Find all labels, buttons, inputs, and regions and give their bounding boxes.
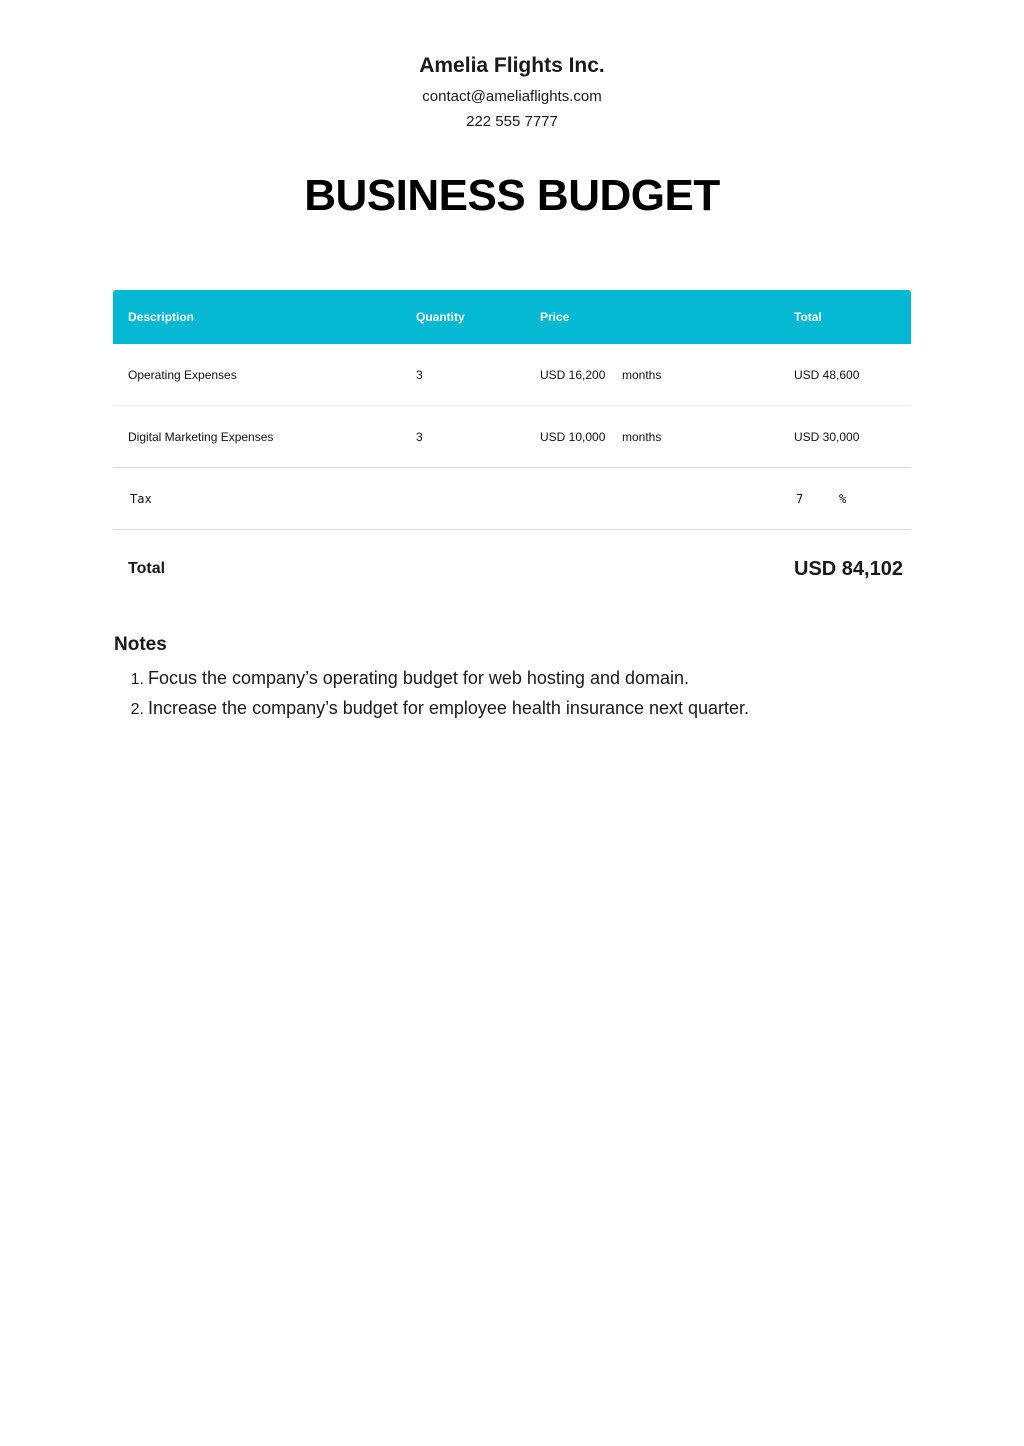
company-info (0, 52, 1024, 134)
company-name: Amelia Flights Inc. (419, 54, 605, 77)
note-text: Increase the company’s budget for employee health insurance next quarter. (148, 698, 750, 718)
tax-value: 7 (796, 491, 804, 506)
header-quantity: Quantity (416, 310, 465, 324)
note-number: 2. (130, 701, 144, 718)
row-quantity: 3 (416, 429, 423, 444)
company-phone: 222 555 7777 (466, 113, 558, 130)
table-row (113, 344, 911, 406)
list-item (114, 694, 914, 724)
row-description: Operating Expenses (128, 367, 237, 382)
page-title: BUSINESS BUDGET (304, 171, 720, 220)
budget-table (113, 290, 911, 608)
header-price: Price (540, 310, 570, 324)
row-quantity: 3 (416, 367, 423, 382)
row-price: USD 16,200 (540, 367, 606, 382)
row-unit: months (622, 429, 662, 444)
grand-total-value: USD 84,102 (794, 557, 903, 580)
tax-unit: % (839, 491, 847, 506)
row-unit: months (622, 367, 662, 382)
note-text: Focus the company’s operating budget for web hosting and domain. (148, 668, 690, 688)
grand-total-label: Total (128, 560, 166, 577)
table-header-row (113, 290, 911, 344)
row-description: Digital Marketing Expenses (128, 429, 274, 444)
notes-list (114, 664, 914, 724)
table-row (113, 406, 911, 468)
tax-label: Tax (130, 491, 152, 506)
row-price: USD 10,000 (540, 429, 606, 444)
header-total: Total (794, 310, 822, 324)
row-total: USD 48,600 (794, 367, 860, 382)
company-email: contact@ameliaflights.com (422, 88, 602, 105)
notes-title: Notes (114, 634, 167, 655)
notes-section (114, 632, 914, 724)
note-number: 1. (130, 671, 144, 688)
list-item (114, 664, 914, 694)
grand-total-row (113, 530, 911, 608)
tax-row (113, 468, 911, 530)
header-description: Description (128, 310, 195, 324)
row-total: USD 30,000 (794, 429, 860, 444)
